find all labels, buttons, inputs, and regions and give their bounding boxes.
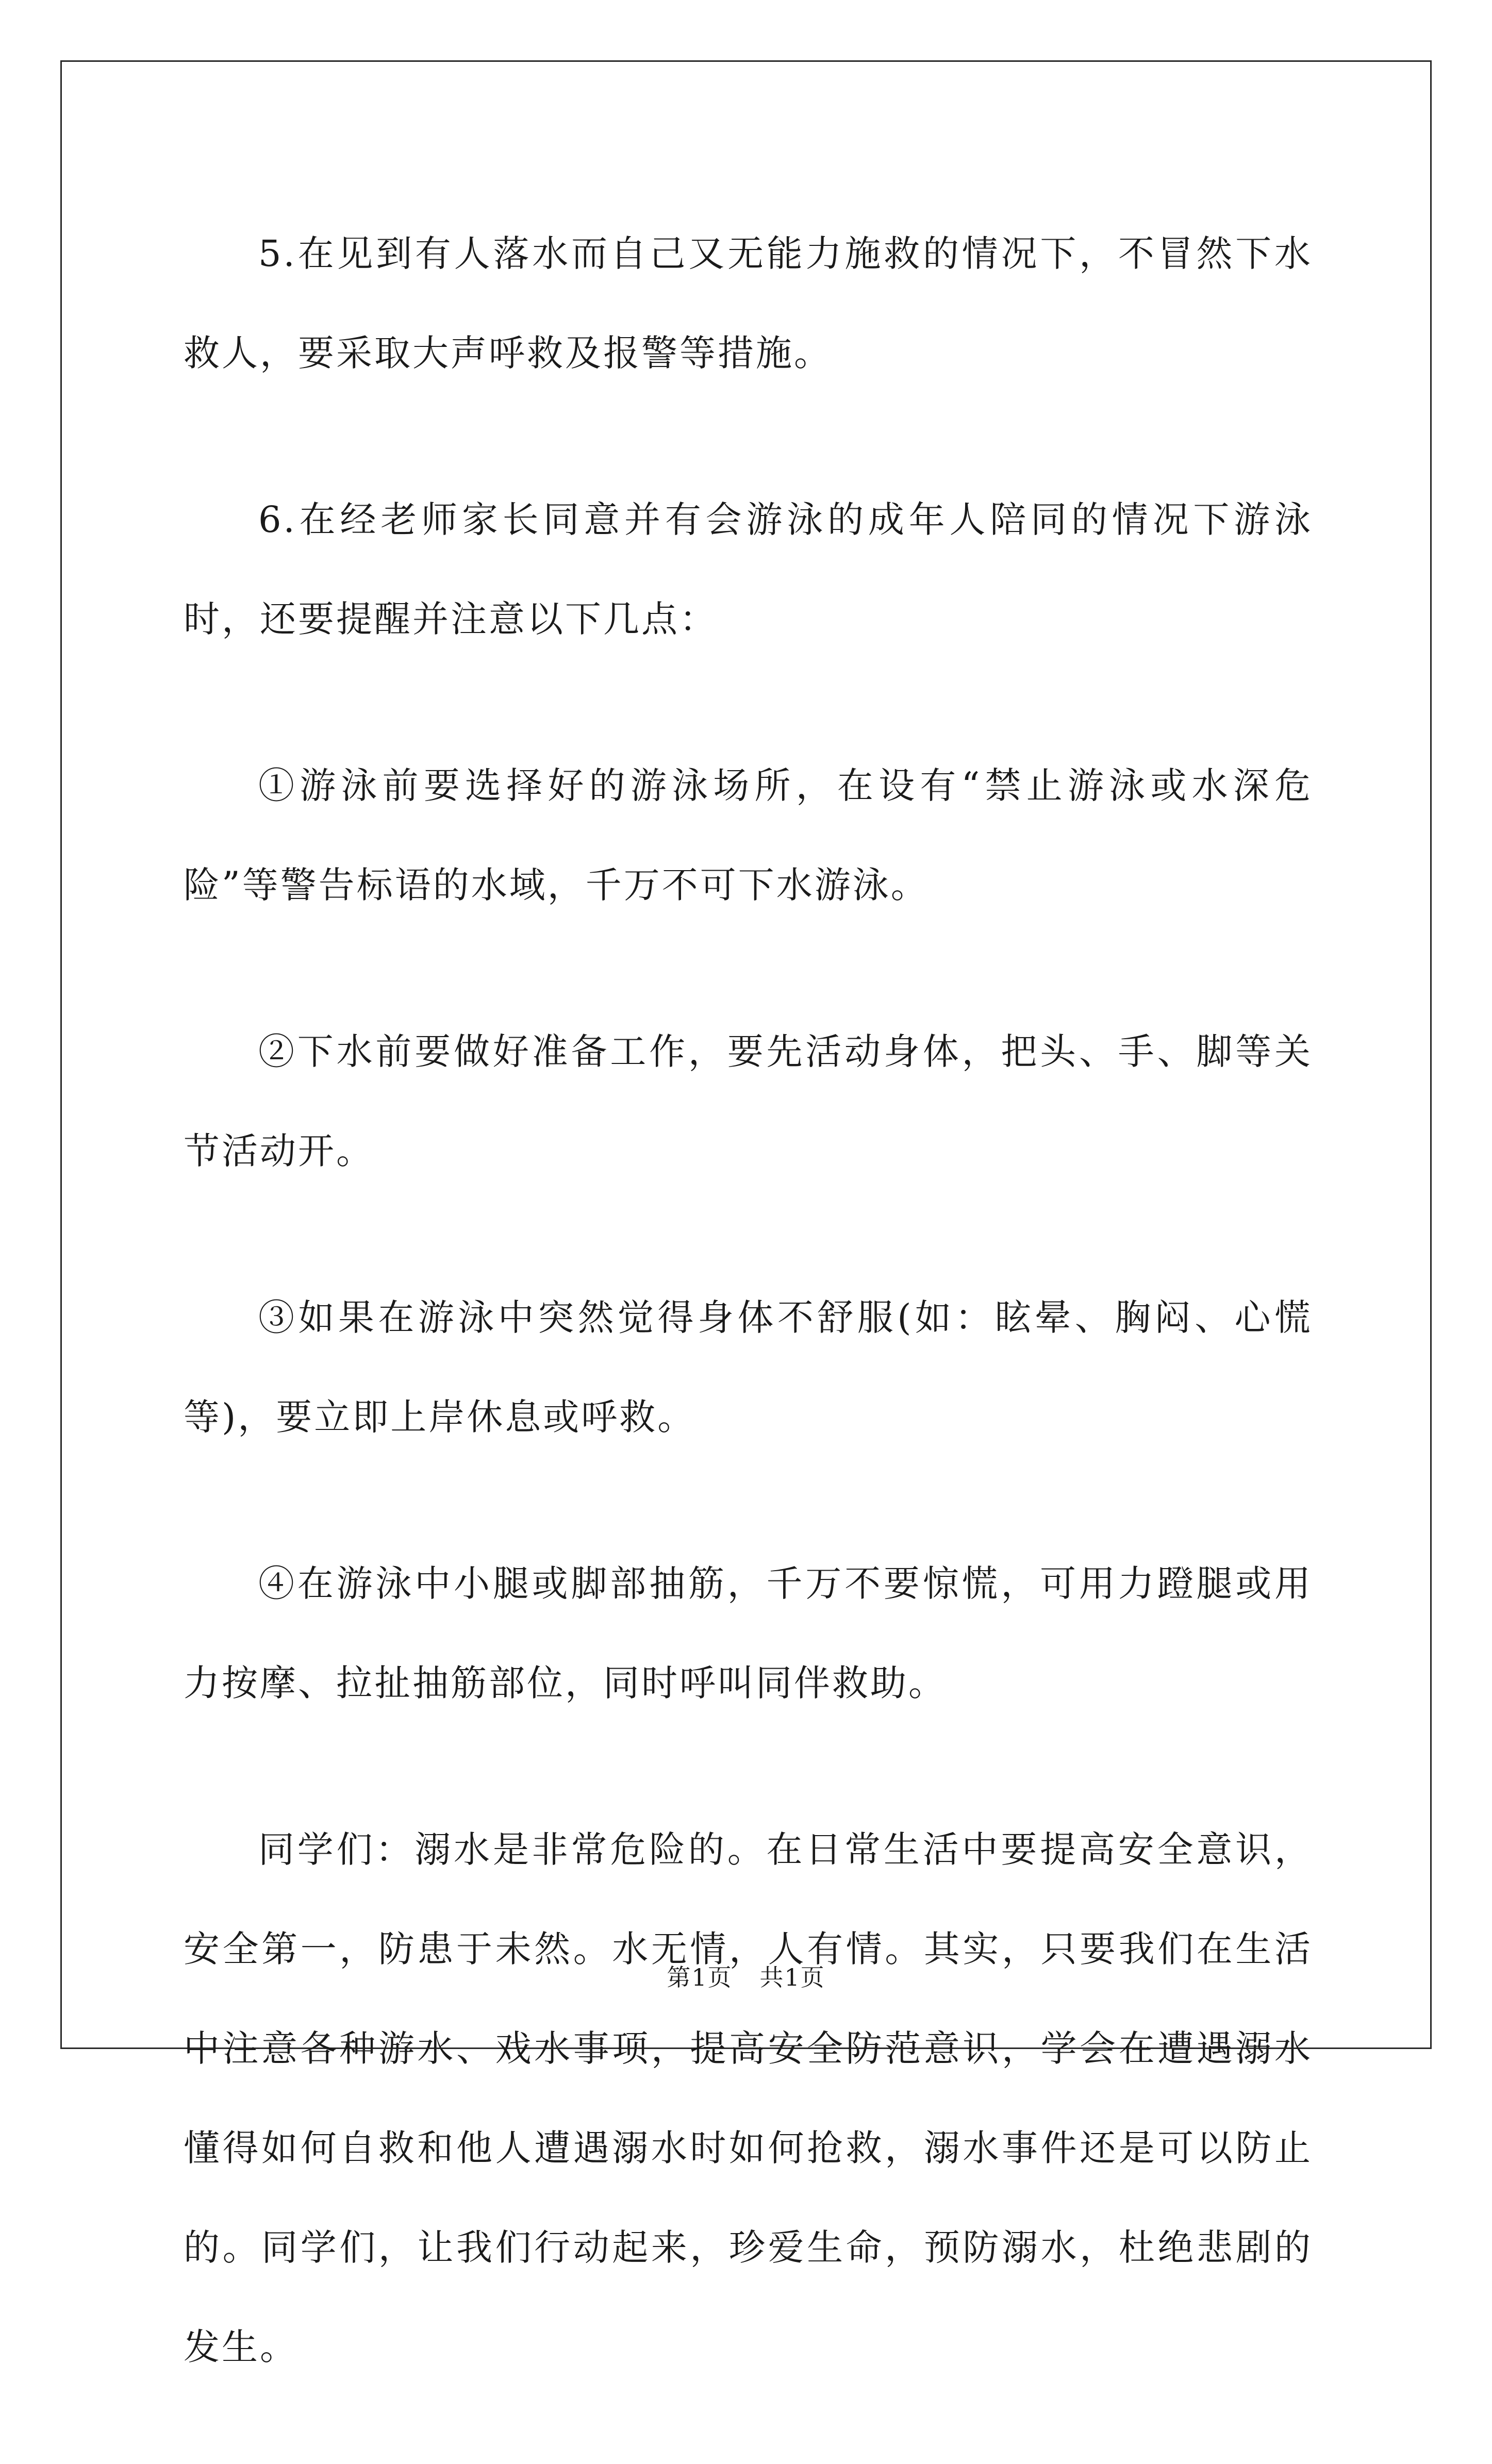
paragraph-point-3: ③如果在游泳中突然觉得身体不舒服(如：眩晕、胸闷、心慌等)，要立即上岸休息或呼救。 bbox=[184, 1296, 1313, 1438]
paragraph-point-2: ②下水前要做好准备工作，要先活动身体，把头、手、脚等关节活动开。 bbox=[184, 1030, 1313, 1172]
page-number-total: 共1页 bbox=[759, 1963, 825, 1991]
paragraph-rescue-advice: 5.在见到有人落水而自己又无能力施救的情况下，不冒然下水救人，要采取大声呼救及报警等措施。 bbox=[184, 232, 1313, 374]
paragraph-conclusion: 同学们：溺水是非常危险的。在日常生活中要提高安全意识，安全第一，防患于未然。水无情，人有情。其实，只要我们在生活中注意各种游水、戏水事项，提高安全防范意识，学会在遭遇溺水懂得如何自救和他人遭遇溺水时如何抢救，溺水事件还是可以防止的。同学们，让我们行动起来，珍爱生命，预防溺水，杜绝悲剧的发生。 bbox=[184, 1828, 1313, 2368]
document-body bbox=[184, 204, 1313, 2464]
paragraph-point-4: ④在游泳中小腿或脚部抽筋，千万不要惊慌，可用力蹬腿或用力按摩、拉扯抽筋部位，同时呼叫同伴救助。 bbox=[184, 1562, 1313, 1704]
page-number-current: 第1页 bbox=[667, 1963, 733, 1991]
page-footer bbox=[0, 1959, 1492, 1993]
paragraph-point-1: ①游泳前要选择好的游泳场所，在设有“禁止游泳或水深危险”等警告标语的水域，千万不可下水游泳。 bbox=[184, 764, 1313, 906]
paragraph-swimming-conditions: 6.在经老师家长同意并有会游泳的成年人陪同的情况下游泳时，还要提醒并注意以下几点： bbox=[184, 498, 1313, 640]
